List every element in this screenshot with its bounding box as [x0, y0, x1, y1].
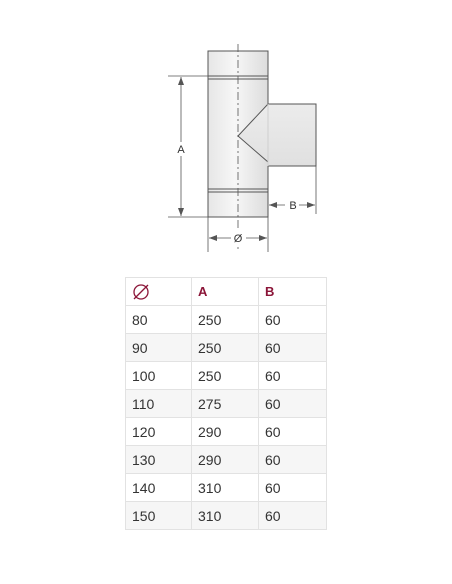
table-row: [126, 474, 327, 502]
cell-a: 310: [192, 502, 259, 530]
cell-b: 60: [259, 502, 327, 530]
cell-diameter: 80: [126, 306, 192, 334]
label-a: A: [177, 144, 185, 156]
cell-b: 60: [259, 362, 327, 390]
cell-diameter: 130: [126, 446, 192, 474]
cell-diameter: 120: [126, 418, 192, 446]
cell-b: 60: [259, 334, 327, 362]
table-row: [126, 390, 327, 418]
cell-b: 60: [259, 390, 327, 418]
table-row: [126, 502, 327, 530]
header-b: B: [259, 278, 327, 306]
dimension-b: [269, 166, 316, 214]
cell-a: 250: [192, 334, 259, 362]
cell-diameter: 150: [126, 502, 192, 530]
cell-diameter: 110: [126, 390, 192, 418]
table-row: [126, 362, 327, 390]
table-row: [126, 306, 327, 334]
cell-b: 60: [259, 418, 327, 446]
cell-a: 290: [192, 418, 259, 446]
header-a: A: [192, 278, 259, 306]
header-diameter: [126, 278, 192, 306]
cell-diameter: 100: [126, 362, 192, 390]
table-row: [126, 446, 327, 474]
dimension-a: [168, 76, 208, 217]
cell-a: 275: [192, 390, 259, 418]
cell-a: 290: [192, 446, 259, 474]
cell-b: 60: [259, 446, 327, 474]
tee-pipe-diagram: [0, 0, 452, 270]
cell-a: 250: [192, 306, 259, 334]
table-header-row: [126, 278, 327, 306]
label-diameter: Ø: [233, 233, 243, 245]
cell-b: 60: [259, 474, 327, 502]
table-row: [126, 334, 327, 362]
label-b: B: [289, 200, 297, 212]
cell-diameter: 90: [126, 334, 192, 362]
diameter-icon: [132, 283, 150, 301]
table-row: [126, 418, 327, 446]
cell-diameter: 140: [126, 474, 192, 502]
cell-a: 250: [192, 362, 259, 390]
spec-table: [125, 277, 327, 530]
cell-a: 310: [192, 474, 259, 502]
cell-b: 60: [259, 306, 327, 334]
